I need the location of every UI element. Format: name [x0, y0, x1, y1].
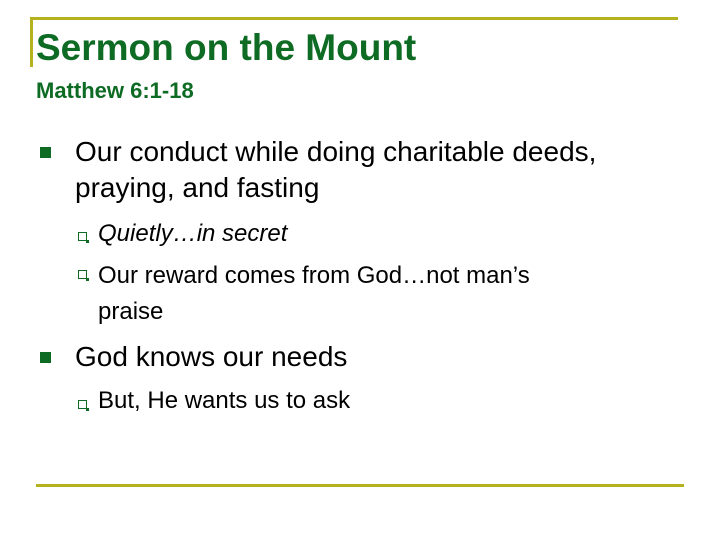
- bullet-text: Our conduct while doing charitable deeds,: [75, 136, 597, 167]
- sub-bullet-box-icon: [78, 270, 87, 279]
- sub-bullet-text: Quietly…in secret: [98, 220, 288, 247]
- slide-title: Sermon on the Mount: [36, 27, 417, 68]
- bullet-square-icon: [40, 352, 51, 363]
- bottom-rule: [36, 484, 684, 487]
- bullet-square-icon: [40, 147, 51, 158]
- sub-bullet-text-continued: praise: [98, 298, 164, 325]
- left-rule: [30, 17, 33, 67]
- sub-bullet-text: But, He wants us to ask: [98, 387, 351, 414]
- top-rule: [30, 17, 678, 20]
- sub-bullet-box-icon: [78, 400, 87, 409]
- bullet-text: God knows our needs: [75, 341, 348, 372]
- sub-bullet-text: Our reward comes from God…not man’s: [98, 262, 530, 289]
- slide-subtitle: Matthew 6:1-18: [36, 78, 194, 103]
- bullet-text-continued: praying, and fasting: [75, 172, 320, 203]
- sub-bullet-box-icon: [78, 232, 87, 241]
